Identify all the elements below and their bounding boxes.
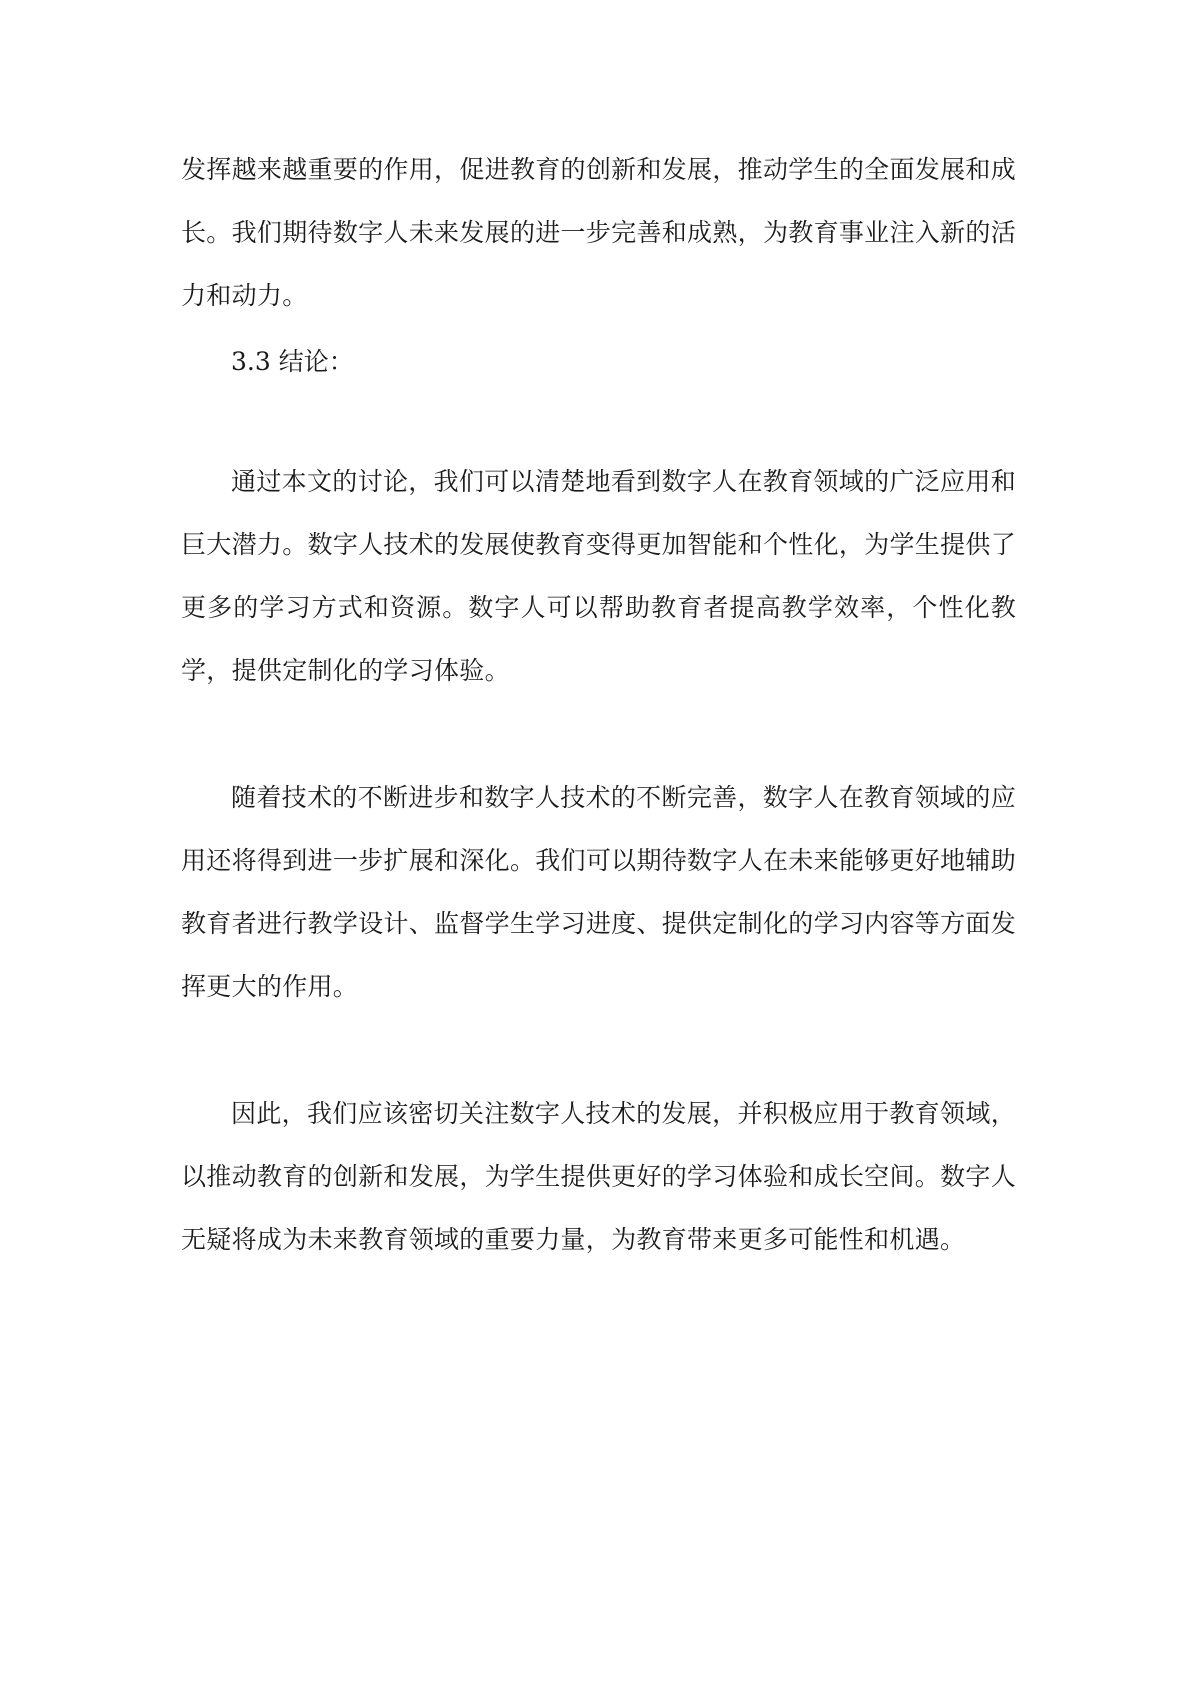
paragraph-outlook: 随着技术的不断进步和数字人技术的不断完善，数字人在教育领域的应用还将得到进一步扩展和深化。我们可以期待数字人在未来能够更好地辅助教育者进行教学设计、监督学生学习进度、提供定制化的学习内容等方面发挥更大的作用。: [181, 783, 1016, 1001]
continued-paragraph: 发挥越来越重要的作用，促进教育的创新和发展，推动学生的全面发展和成长。我们期待数字人未来发展的进一步完善和成熟，为教育事业注入新的活力和动力。: [181, 155, 1016, 310]
section-heading: 3.3 结论：: [231, 347, 354, 376]
paragraph-conclusion: 因此，我们应该密切关注数字人技术的发展，并积极应用于教育领域，以推动教育的创新和发展，为学生提供更好的学习体验和成长空间。数字人无疑将成为未来教育领域的重要力量，为教育带来更多可能性和机遇。: [181, 1099, 1016, 1254]
paragraph-summary: 通过本文的讨论，我们可以清楚地看到数字人在教育领域的广泛应用和巨大潜力。数字人技术的发展使教育变得更加智能和个性化，为学生提供了更多的学习方式和资源。数字人可以帮助教育者提高教学效率，个性化教学，提供定制化的学习体验。: [181, 467, 1016, 685]
